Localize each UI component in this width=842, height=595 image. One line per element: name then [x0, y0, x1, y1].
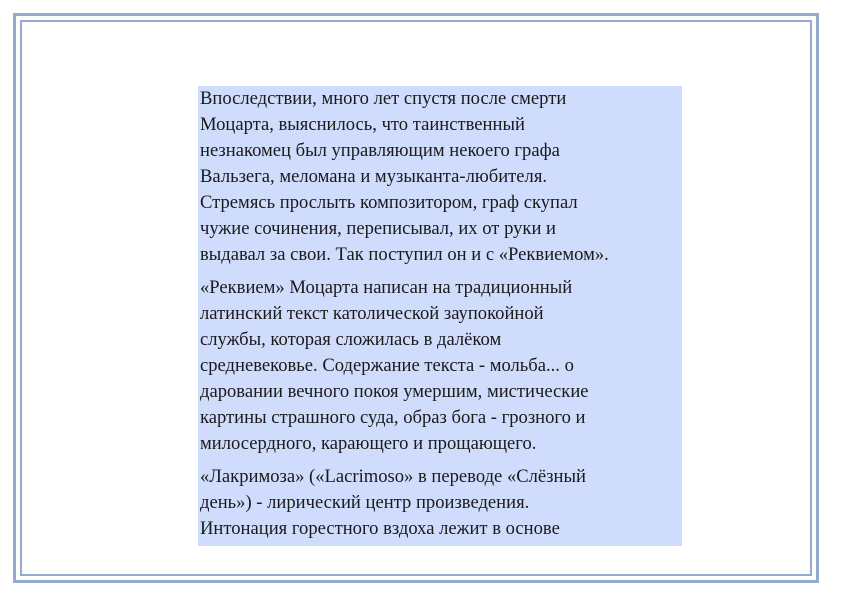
paragraph-3: «Лакримоза» («Lacrimoso» в переводе «Слёзный день») - лирический центр произведения. Интонация горестного вздоха лежит в основе [200, 466, 586, 539]
paragraph-2: «Реквием» Моцарта написан на традиционный латинский текст католической заупокойной службы, которая сложилась в далёком средневековье. Содержание текста - мольба... о даровании вечного покоя умершим, мистические картины страшного суда, образ бога - грозного и милосердного, карающего и прощающего. [200, 277, 589, 454]
paragraph-1: Впоследствии, много лет спустя после смерти Моцарта, выяснилось, что таинственный незнакомец был управляющим некоего графа Вальзега, меломана и музыканта-любителя. Стремясь прослыть композитором, граф скупал чужие сочинения, переписывал, их от руки и выдавал за свои. Так поступил он и с «Реквиемом». [200, 88, 609, 265]
text-block [198, 86, 682, 546]
